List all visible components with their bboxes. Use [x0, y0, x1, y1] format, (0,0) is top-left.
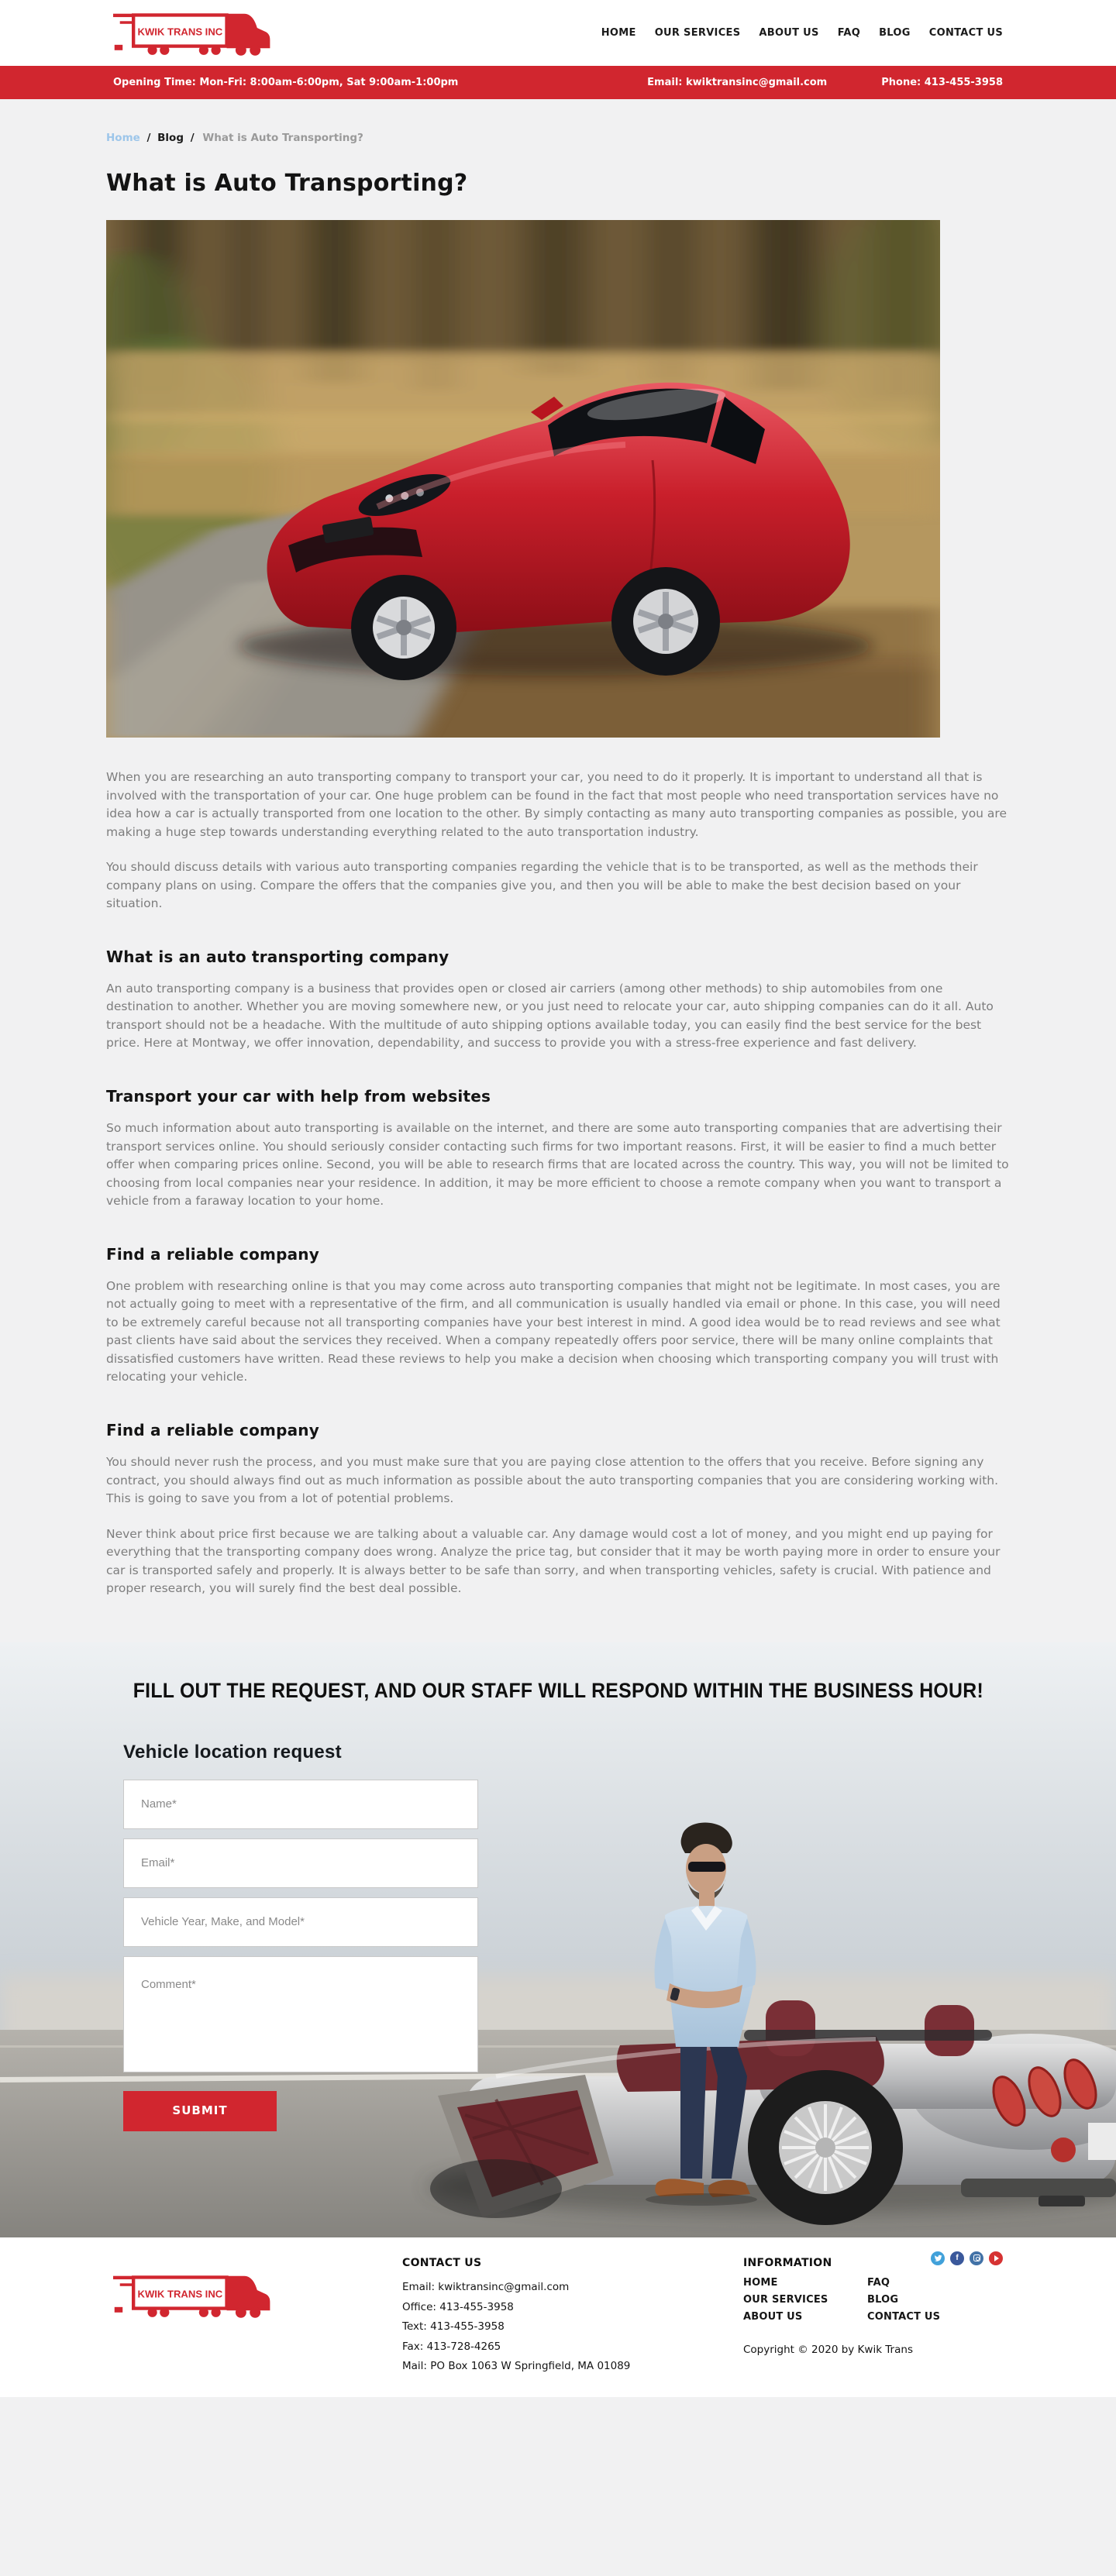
- footer-logo[interactable]: [113, 2254, 402, 2377]
- vehicle-location-request-form: [123, 1742, 478, 2131]
- information-heading: INFORMATION: [743, 2256, 832, 2269]
- copyright: Copyright © 2020 by Kwik Trans: [743, 2343, 913, 2356]
- section-heading: Find a reliable company: [106, 1244, 319, 1264]
- contact-fax: Fax: 413-728-4265: [402, 2340, 501, 2353]
- nav-item-our-services[interactable]: OUR SERVICES: [654, 27, 741, 39]
- section-paragraph: You should never rush the process, and you must make sure that you are paying close attention to the offers that you receive. Before signing any contract, you should always find out as much information as possible about the auto transporting companies that you are considering working with. This is going to save you from a lot of potential problems.: [106, 1455, 999, 1506]
- vehicle-field[interactable]: [123, 1897, 478, 1947]
- social-links: [931, 2251, 1003, 2265]
- truck-logo-icon: [113, 2272, 272, 2320]
- intro-paragraph: You should discuss details with various auto transporting companies regarding the vehicle that is to be transported, as well as the methods their company plans on using. Compare the offers that the companies give you, and then you will be able to make the best decision based on your situation.: [106, 860, 978, 911]
- twitter-icon[interactable]: [931, 2251, 945, 2265]
- logo-text: KWIK TRANS INC: [137, 2288, 223, 2300]
- footer-link-contact-us[interactable]: CONTACT US: [867, 2310, 941, 2323]
- section-paragraph: An auto transporting company is a business that provides open or closed air carriers (among other methods) to ship automobiles from one destination to another. Whether you are moving somewhere new, or you just need to relocate your car, auto shipping companies can do it all. Auto transport should not be a headache. With the multitude of auto shipping options available today, you can easily find the best service for the best price. Here at Montway, we offer innovation, dependability, and success to provide you with a stress-free experience and fast delivery.: [106, 981, 994, 1051]
- comment-field[interactable]: [123, 1956, 478, 2072]
- section-heading: What is an auto transporting company: [106, 947, 450, 966]
- nav-item-blog[interactable]: BLOG: [879, 27, 911, 39]
- footer-link-about-us[interactable]: ABOUT US: [743, 2310, 803, 2323]
- section-heading: Transport your car with help from websites: [106, 1087, 491, 1106]
- email-field[interactable]: [123, 1838, 478, 1888]
- breadcrumb-separator: /: [146, 132, 151, 144]
- form-title: Vehicle location request: [123, 1741, 342, 1763]
- logo-text: KWIK TRANS INC: [137, 26, 223, 38]
- footer-link-our-services[interactable]: OUR SERVICES: [743, 2293, 828, 2306]
- youtube-icon[interactable]: [989, 2251, 1003, 2265]
- submit-button[interactable]: SUBMIT: [123, 2091, 277, 2131]
- instagram-icon[interactable]: [970, 2251, 983, 2265]
- contact-heading: CONTACT US: [402, 2256, 482, 2269]
- facebook-icon[interactable]: f: [950, 2251, 964, 2265]
- nav-item-about-us[interactable]: ABOUT US: [759, 27, 819, 39]
- page-title: What is Auto Transporting?: [106, 169, 468, 197]
- hero-image: [106, 220, 940, 738]
- footer-link-faq[interactable]: FAQ: [867, 2276, 890, 2289]
- footer-link-home[interactable]: HOME: [743, 2276, 778, 2289]
- contact-mail: Mail: PO Box 1063 W Springfield, MA 01089: [402, 2360, 631, 2373]
- section-paragraph: So much information about auto transporting is available on the internet, and there are some auto transporting companies that are advertising their transport services online. You should seriously consider contacting such firms for two important reasons. First, it will be easier to find a much better offer when comparing prices online. Second, you will be able to research firms that are located across the country. This way, you will not be limited to choosing from local companies near your residence. In addition, it may be more efficient to choose a remote company when you want to transport a vehicle from a faraway location to your home.: [106, 1121, 1009, 1209]
- section-paragraph: Never think about price first because we are talking about a valuable car. Any damage would cost a lot of money, and you might end up paying for everything that the transporting company does wrong. Analyze the price tag, but consider that it may be worth paying more in order to ensure your car is transported safely and properly. It is always better to be safe than sorry, and when transporting vehicles, safety is crucial. With patience and proper research, you will surely find the best deal possible.: [106, 1526, 1001, 1596]
- breadcrumb-current: What is Auto Transporting?: [202, 132, 363, 144]
- contact-text: Text: 413-455-3958: [402, 2320, 505, 2334]
- footer-link-blog[interactable]: BLOG: [867, 2293, 899, 2306]
- site-footer: [0, 2237, 1116, 2397]
- request-banner: FILL OUT THE REQUEST, AND OUR STAFF WILL RESPOND WITHIN THE BUSINESS HOUR!: [133, 1678, 983, 1702]
- red-sports-car-photo: [106, 220, 940, 738]
- truck-logo-icon: [113, 9, 272, 57]
- contact-email: Email: kwiktransinc@gmail.com: [402, 2280, 570, 2293]
- section-heading: Find a reliable company: [106, 1421, 319, 1440]
- breadcrumb: [106, 133, 1010, 144]
- infobar-email: Email: kwiktransinc@gmail.com: [647, 77, 828, 88]
- opening-hours: Opening Time: Mon-Fri: 8:00am-6:00pm, Sat 9:00am-1:00pm: [113, 77, 459, 88]
- main-nav: [601, 28, 1003, 38]
- contact-office: Office: 413-455-3958: [402, 2300, 514, 2313]
- request-section: [0, 1642, 1116, 2237]
- nav-item-home[interactable]: HOME: [601, 27, 636, 39]
- breadcrumb-blog-link[interactable]: Blog: [157, 132, 184, 144]
- footer-information: [743, 2254, 1003, 2377]
- brand-logo[interactable]: [113, 9, 272, 57]
- infobar-phone: Phone: 413-455-3958: [881, 77, 1003, 88]
- breadcrumb-home-link[interactable]: Home: [106, 132, 140, 144]
- section-paragraph: One problem with researching online is that you may come across auto transporting companies that might not be legitimate. In most cases, you are not actually going to meet with a representative of the firm, and all communication is usually handled via email or phone. In this case, you will need to be extremely careful because not all transporting companies have your best interest in mind. A good idea would be to read reviews and see what past clients have said about the services they received. When a company repeatedly offers poor service, there will be many online complaints that dissatisfied customers have written. Read these reviews to help you make a decision when choosing which transporting company you will trust with relocating your vehicle.: [106, 1278, 1001, 1384]
- article: [106, 99, 1010, 1642]
- info-bar: [0, 66, 1116, 99]
- nav-item-contact-us[interactable]: CONTACT US: [928, 27, 1003, 39]
- name-field[interactable]: [123, 1780, 478, 1829]
- footer-contact: [402, 2254, 743, 2377]
- intro-paragraph: When you are researching an auto transporting company to transport your car, you need to do it properly. It is important to understand all that is involved with the transportation of your car. One huge problem can be found in the fact that most people who need transportation services have no idea how a car is actually transported from one location to the other. By simply contacting as many auto transporting companies as possible, you are making a huge step towards understanding everything related to the auto transportation industry.: [106, 770, 1008, 839]
- site-header: [0, 0, 1116, 66]
- breadcrumb-separator: /: [190, 132, 195, 144]
- nav-item-faq[interactable]: FAQ: [837, 27, 861, 39]
